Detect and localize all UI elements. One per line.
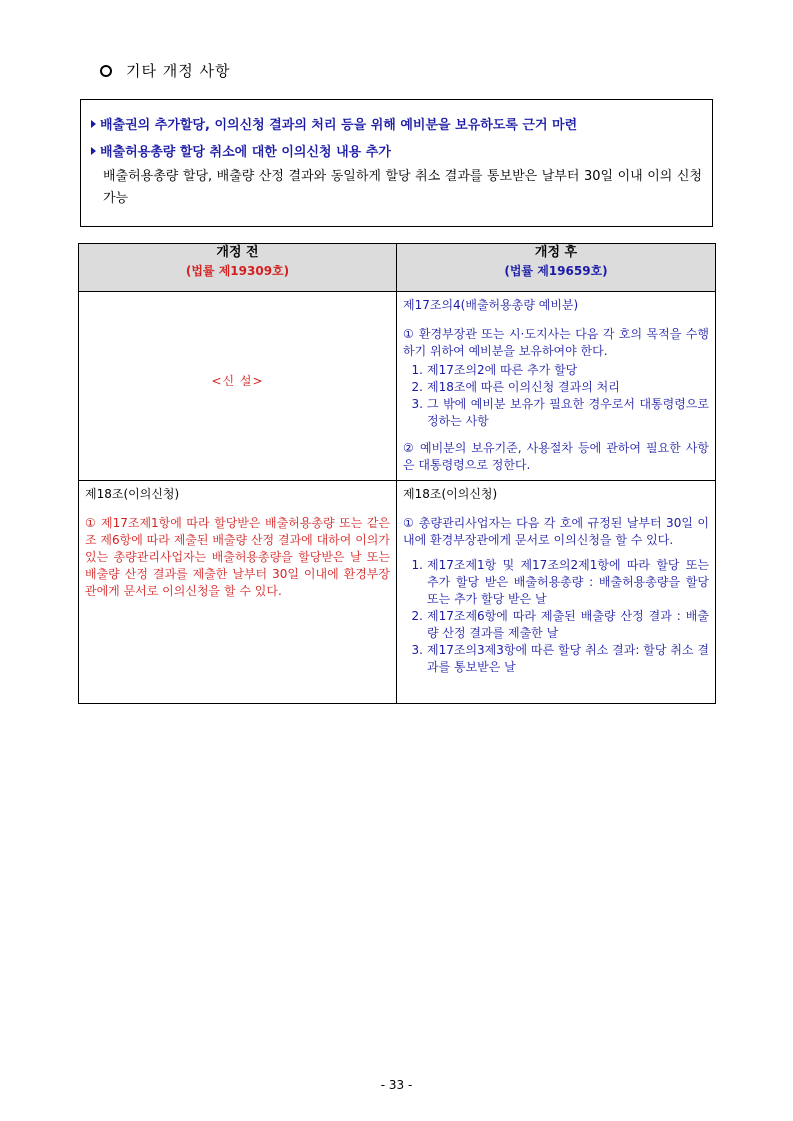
after-cell-article-17-4: [397, 292, 716, 481]
table-row: [79, 292, 716, 481]
paragraph: ① 제17조제1항에 따라 할당받은 배출허용총량 또는 같은 조 제6항에 따라 제출된 배출량 산정 결과에 대하여 이의가 있는 총량관리사업자는 배출허용총량을 할당받은 날 또는 배출량 산정 결과를 제출한 날부터 30일 이내에 환경부장관에게 문서로 이의신청을 할 수 있다.: [85, 516, 390, 598]
article-title: 제17조의4(배출허용총량 예비분): [403, 298, 579, 312]
before-cell-new: [79, 292, 397, 481]
new-provision-mark: <신 설>: [211, 373, 264, 388]
comparison-table: [78, 243, 716, 704]
summary-box: [80, 99, 713, 227]
after-law-number: (법률 제19659호): [504, 264, 608, 278]
page-number: - 33 -: [380, 1078, 413, 1092]
circle-bullet-icon: [100, 65, 112, 77]
list-item: 2. 제18조에 따른 이의신청 결과의 처리: [411, 380, 620, 394]
before-cell-article-18: [79, 481, 397, 704]
before-header-title: 개정 전: [216, 245, 259, 260]
table-row: [79, 481, 716, 704]
triangle-bullet-icon: [91, 147, 96, 155]
list-item: 2. 제17조제6항에 따라 제출된 배출량 산정 결과 : 배출량 산정 결과를 제출한 날: [411, 609, 709, 640]
summary-bullet-2-text: 배출허용총량 할당 취소에 대한 이의신청 내용 추가: [100, 145, 391, 160]
summary-bullet-1-text: 배출권의 추가할당, 이의신청 결과의 처리 등을 위해 예비분을 보유하도록 근거 마련: [100, 118, 578, 133]
summary-description: 배출허용총량 할당, 배출량 산정 결과와 동일하게 할당 취소 결과를 통보받은 날부터 30일 이내 이의 신청 가능: [103, 169, 702, 206]
after-header: [397, 244, 716, 292]
list-item: 3. 그 밖에 예비분 보유가 필요한 경우로서 대통령령으로 정하는 사항: [411, 397, 709, 428]
list-item: 3. 제17조의3제3항에 따른 할당 취소 결과: 할당 취소 결과를 통보받은 날: [411, 643, 709, 674]
triangle-bullet-icon: [91, 120, 96, 128]
before-header: [79, 244, 397, 292]
paragraph: ① 총량관리사업자는 다음 각 호에 규정된 날부터 30일 이내에 환경부장관에게 문서로 이의신청을 할 수 있다.: [403, 516, 709, 547]
article-title: 제18조(이의신청): [403, 487, 498, 501]
table-header-row: [79, 244, 716, 292]
section-title-text: 기타 개정 사항: [126, 62, 231, 80]
after-header-title: 개정 후: [534, 245, 578, 260]
item-list: [403, 557, 709, 676]
before-law-number: (법률 제19309호): [185, 264, 290, 278]
item-list: [403, 362, 709, 430]
after-cell-article-18: [397, 481, 716, 704]
list-item: 1. 제17조의2에 따른 추가 할당: [411, 363, 578, 377]
summary-bullet-2: [91, 137, 702, 164]
section-title: [100, 60, 230, 81]
article-title: 제18조(이의신청): [85, 487, 180, 501]
paragraph: ② 예비분의 보유기준, 사용절차 등에 관하여 필요한 사항은 대통령령으로 정한다.: [403, 441, 709, 472]
summary-bullet-1: [91, 110, 702, 137]
paragraph: ① 환경부장관 또는 시·도지사는 다음 각 호의 목적을 수행하기 위하여 예비분을 보유하여야 한다.: [403, 327, 709, 358]
list-item: 1. 제17조제1항 및 제17조의2제1항에 따라 할당 또는 추가 할당 받은 배출허용총량 : 배출허용총량을 할당 또는 추가 할당 받은 날: [411, 558, 709, 606]
